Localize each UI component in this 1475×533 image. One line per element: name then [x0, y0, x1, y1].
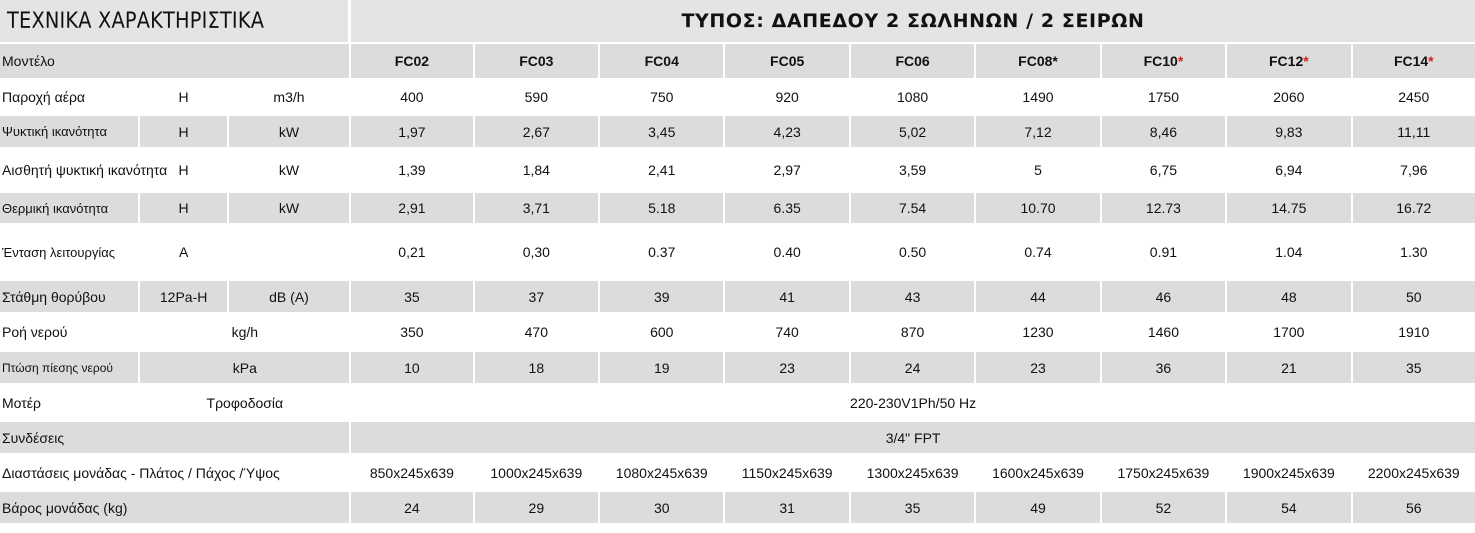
table-cell: 7.54: [851, 193, 976, 225]
model-header: FC08*: [976, 44, 1101, 80]
row-mode: 12Pa-H: [140, 281, 228, 314]
model-header: FC04: [600, 44, 725, 80]
table-cell: 1080x245x639: [600, 455, 725, 492]
row-mode: H: [140, 116, 228, 149]
row-label: Διαστάσεις μονάδας - Πλάτος / Πάχος /Ύψος: [0, 455, 351, 492]
header-right: [351, 0, 1475, 42]
row-label: Πτώση πίεσης νερού: [0, 352, 140, 385]
table-cell: 9,83: [1227, 116, 1352, 149]
table-cell: 43: [851, 281, 976, 314]
table-cell: 920: [725, 80, 850, 116]
table-cell: 11,11: [1353, 116, 1475, 149]
row-label: Ροή νερού: [0, 314, 140, 352]
table-cell: 3,71: [475, 193, 600, 225]
row-unit: kPa: [140, 352, 351, 385]
table-cell: 2,67: [475, 116, 600, 149]
table-cell: 6.35: [725, 193, 850, 225]
table-cell: 30: [600, 492, 725, 525]
table-cell: 850x245x639: [351, 455, 474, 492]
table-cell: 31: [725, 492, 850, 525]
row-mode: H: [140, 80, 228, 116]
row-label: Βάρος μονάδας (kg): [0, 492, 351, 525]
table-cell: 1.30: [1353, 225, 1475, 281]
table-cell: 220-230V1Ph/50 Hz: [351, 385, 1475, 422]
table-cell: 2450: [1353, 80, 1475, 116]
model-header: FC12*: [1227, 44, 1352, 80]
row-mode: A: [140, 225, 228, 281]
table-cell: 37: [475, 281, 600, 314]
row-pressure-drop: [0, 352, 1475, 385]
table-cell: 18: [475, 352, 600, 385]
table-cell: 740: [725, 314, 850, 352]
table-cell: 5.18: [600, 193, 725, 225]
row-connections: [0, 422, 1475, 455]
row-models: [0, 44, 1475, 80]
table-cell: 35: [851, 492, 976, 525]
table-cell: 12.73: [1102, 193, 1227, 225]
model-header: FC06: [851, 44, 976, 80]
row-noise: [0, 281, 1475, 314]
table-cell: 2,97: [725, 149, 850, 193]
page-title: ΤΕΧΝΙΚΑ ΧΑΡΑΚΤΗΡΙΣΤΙΚΑ: [7, 8, 265, 34]
table-cell: 1490: [976, 80, 1101, 116]
table-cell: 56: [1353, 492, 1475, 525]
table-cell: 2,91: [351, 193, 474, 225]
table-cell: 23: [976, 352, 1101, 385]
table-cell: 470: [475, 314, 600, 352]
table-cell: 1150x245x639: [725, 455, 850, 492]
model-header: FC02: [351, 44, 474, 80]
table-cell: 48: [1227, 281, 1352, 314]
table-cell: 35: [351, 281, 474, 314]
table-cell: 1,39: [351, 149, 474, 193]
row-sublabel: Τροφοδοσία: [140, 385, 351, 422]
table-cell: 1230: [976, 314, 1101, 352]
row-mode: H: [140, 193, 228, 225]
table-cell: 49: [976, 492, 1101, 525]
table-cell: 750: [600, 80, 725, 116]
table-cell: 1750: [1102, 80, 1227, 116]
row-cooling: [0, 116, 1475, 149]
row-unit: kW: [229, 149, 351, 193]
table-cell: 3,45: [600, 116, 725, 149]
table-cell: 39: [600, 281, 725, 314]
table-cell: 350: [351, 314, 474, 352]
model-header: FC10*: [1102, 44, 1227, 80]
table-cell: 1080: [851, 80, 976, 116]
table-cell: 52: [1102, 492, 1227, 525]
row-label: Αισθητή ψυκτική ικανότητα: [0, 149, 140, 193]
row-unit: dB (A): [229, 281, 351, 314]
row-label: Ψυκτική ικανότητα: [0, 116, 140, 149]
type-title: ΤΥΠΟΣ: ΔΑΠΕΔΟΥ 2 ΣΩΛΗΝΩΝ / 2 ΣΕΙΡΩΝ: [681, 10, 1145, 32]
row-unit: kg/h: [140, 314, 351, 352]
table-cell: 21: [1227, 352, 1352, 385]
row-label: Παροχή αέρα: [0, 80, 140, 116]
row-weight: [0, 492, 1475, 525]
table-cell: 1300x245x639: [851, 455, 976, 492]
table-cell: 2060: [1227, 80, 1352, 116]
table-cell: 0.50: [851, 225, 976, 281]
table-cell: 19: [600, 352, 725, 385]
table-cell: 23: [725, 352, 850, 385]
table-cell: 44: [976, 281, 1101, 314]
row-heating: [0, 193, 1475, 225]
row-unit: m3/h: [229, 80, 351, 116]
row-unit: kW: [229, 116, 351, 149]
table-cell: 29: [475, 492, 600, 525]
table-cell: 5,02: [851, 116, 976, 149]
model-label: Μοντέλο: [0, 44, 351, 80]
table-cell: 1910: [1353, 314, 1475, 352]
table-cell: 0.37: [600, 225, 725, 281]
row-label: Ένταση λειτουργίας: [0, 225, 140, 281]
table-cell: 0.74: [976, 225, 1101, 281]
table-cell: 6,75: [1102, 149, 1227, 193]
model-header: FC03: [475, 44, 600, 80]
table-cell: 1000x245x639: [475, 455, 600, 492]
table-cell: 0.40: [725, 225, 850, 281]
row-water-flow: [0, 314, 1475, 352]
table-cell: 41: [725, 281, 850, 314]
table-cell: 4,23: [725, 116, 850, 149]
table-cell: 1,97: [351, 116, 474, 149]
row-sensible-cooling: [0, 149, 1475, 193]
table-cell: 8,46: [1102, 116, 1227, 149]
row-air-flow: [0, 80, 1475, 116]
table-cell: 600: [600, 314, 725, 352]
table-cell: 16.72: [1353, 193, 1475, 225]
table-cell: 870: [851, 314, 976, 352]
row-dimensions: [0, 455, 1475, 492]
table-cell: 1750x245x639: [1102, 455, 1227, 492]
row-unit: [229, 225, 351, 281]
row-unit: kW: [229, 193, 351, 225]
table-cell: 1900x245x639: [1227, 455, 1352, 492]
spec-table: [0, 44, 1475, 525]
table-cell: 2,41: [600, 149, 725, 193]
table-cell: 1.04: [1227, 225, 1352, 281]
table-cell: 6,94: [1227, 149, 1352, 193]
table-cell: 7,12: [976, 116, 1101, 149]
header-left: [0, 0, 348, 42]
table-cell: 24: [351, 492, 474, 525]
row-current: [0, 225, 1475, 281]
table-cell: 0,21: [351, 225, 474, 281]
table-cell: 2200x245x639: [1353, 455, 1475, 492]
model-header: FC14*: [1353, 44, 1475, 80]
table-cell: 400: [351, 80, 474, 116]
table-cell: 0.91: [1102, 225, 1227, 281]
table-cell: 590: [475, 80, 600, 116]
table-cell: 1460: [1102, 314, 1227, 352]
table-cell: 7,96: [1353, 149, 1475, 193]
table-cell: 1600x245x639: [976, 455, 1101, 492]
table-cell: 1700: [1227, 314, 1352, 352]
table-cell: 5: [976, 149, 1101, 193]
row-label: Μοτέρ: [0, 385, 140, 422]
row-mode: H: [140, 149, 228, 193]
table-cell: 0,30: [475, 225, 600, 281]
table-cell: 10: [351, 352, 474, 385]
row-label: Θερμική ικανότητα: [0, 193, 140, 225]
table-cell: 3,59: [851, 149, 976, 193]
model-header: FC05: [725, 44, 850, 80]
table-cell: 1,84: [475, 149, 600, 193]
table-cell: 10.70: [976, 193, 1101, 225]
table-cell: 54: [1227, 492, 1352, 525]
table-cell: 46: [1102, 281, 1227, 314]
table-cell: 36: [1102, 352, 1227, 385]
table-cell: 14.75: [1227, 193, 1352, 225]
table-cell: 3/4" FPT: [351, 422, 1475, 455]
table-cell: 35: [1353, 352, 1475, 385]
row-label: Στάθμη θορύβου: [0, 281, 140, 314]
table-cell: 50: [1353, 281, 1475, 314]
row-motor: [0, 385, 1475, 422]
table-cell: 24: [851, 352, 976, 385]
row-label: Συνδέσεις: [0, 422, 351, 455]
